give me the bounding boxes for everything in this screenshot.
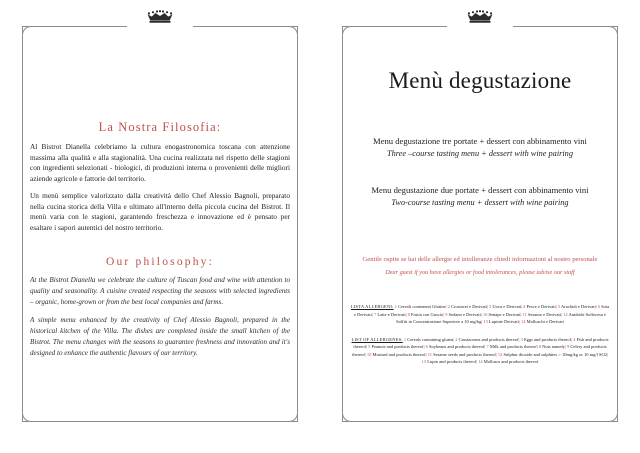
left-page-content	[30, 36, 290, 415]
philosophy-english-heading: Our philosophy:	[105, 255, 215, 268]
tasting-menu-english-label: Two-course tasting menu + dessert with wine pairing	[391, 197, 569, 207]
philosophy-english-paragraph-2: A simple menu enhanced by the creativity of Chef Alessio Bagnoli, prepared in the historical kitchen of the Villa. The dishes are completed inside the small kitchen of the Bistrot. The menu changes with the seasons to guarantee freshness and innovation and it's designed to enhance the authentic flavours of our territory.	[30, 315, 290, 357]
philosophy-italian-paragraph-1: Al Bistrot Dianella celebriamo la cultura enogastronomica toscana con attenzione massima alla qualità e alla stagionalità. Una cucina realizzata nel rispetto delle stagioni con ingredienti selezionati - biologici, di produzioni interna o provenienti delle migliori aziende agricole e fattorie del territorio.	[30, 142, 290, 184]
philosophy-english-section	[30, 256, 290, 359]
tasting-menu-italian-label: Menu degustazione tre portate + dessert con abbinamento vini	[373, 136, 587, 146]
allergen-list-english-items: 1 Cereals containing gluten| 2 Crustaceans and products thereof| 3 Eggs and products thereof| 4 Fish and products thereof| 5 Peanuts and products thereof| 6 Soybeans and products thereof| 7 Milk and products thereof| 8 Nuts namely| 9 Celery and products thereof| 10 Mustard and products thereof| 11 Sesame seeds and products thereof| 12 Sulphur dioxide and sulphites > 10mg/kg or 10 mg/l SO2| 13 Lupin and products thereof| 14 Molluscs and products thereof	[352, 337, 609, 365]
border-corner-top-right	[609, 26, 618, 35]
philosophy-italian-heading: La Nostra Filosofia:	[98, 120, 222, 134]
border-corner-bottom-right	[609, 413, 618, 422]
page-title: Menù degustazione	[388, 68, 572, 93]
philosophy-english-paragraph-1: At the Bistrot Dianella we celebrate the culture of Tuscan food and wine with attention to quality and seasonality. A cuisine created respecting the seasons with selected ingredients – organic, home-grown or from the best local companies and farms.	[30, 275, 290, 306]
border-corner-top-left	[342, 26, 351, 35]
allergen-list-italian-items: 1 Cereali contenenti Glutine| 2 Crostacei e Derivati| 3 Uova e Derivati| 4 Pesce e Derivati| 5 Arachidi e Derivati| 6 Soia e Derivati| 7 Latte e Derivati| 8 Frutta con Guscio| 9 Sedano e Derivati| 10 Senape e Derivati| 11 Sesamo e Derivati| 12 Anidride Solforosa e Solfiti in Concentrazione Superiore a 10 mg/kg| 13 Lupinie Derivati| 14 Molluschi e Derivati	[354, 304, 610, 324]
tasting-menu-english-label: Three –course tasting menu + dessert with wine pairing	[387, 148, 573, 158]
allergen-list-italian	[350, 303, 610, 325]
tasting-menu-italian-label: Menu degustazione due portate + dessert con abbinamento vini	[371, 185, 589, 196]
allergen-list-italian-label: LISTA ALLERGENI:	[350, 304, 394, 310]
tasting-menu-option-2	[350, 185, 610, 208]
right-page	[320, 0, 640, 453]
right-page-content	[350, 36, 610, 415]
philosophy-italian-paragraph-2: Un menù semplice valorizzato dalla creatività dello Chef Alessio Bagnoli, preparato nella cucina storica della Villa e ultimato all'interno della piccola cucina del Bistrot. Il menù varia con le stagioni, garantendo freschezza e innovazione ed è pensato per esaltare i sapori autentici del nostro territorio.	[30, 190, 290, 233]
crown-icon	[143, 10, 177, 30]
allergy-notice-english: Dear guest if you have allergies or food intolerances, please advise our staff	[385, 268, 575, 276]
border-corner-top-left	[22, 26, 31, 35]
allergen-list-english-label: LIST OF ALLERGENES:	[351, 337, 403, 343]
allergy-notice-italian: Gentile ospite se hai delle allergie ed intolleranze chiedi informazioni al nostro personale	[362, 256, 598, 264]
philosophy-italian-section	[30, 120, 290, 234]
tasting-menu-option-1	[350, 136, 610, 159]
allergen-list-english	[350, 336, 610, 365]
crown-icon	[463, 10, 497, 30]
allergy-notice	[350, 256, 610, 277]
border-corner-bottom-right	[289, 413, 298, 422]
border-corner-top-right	[289, 26, 298, 35]
